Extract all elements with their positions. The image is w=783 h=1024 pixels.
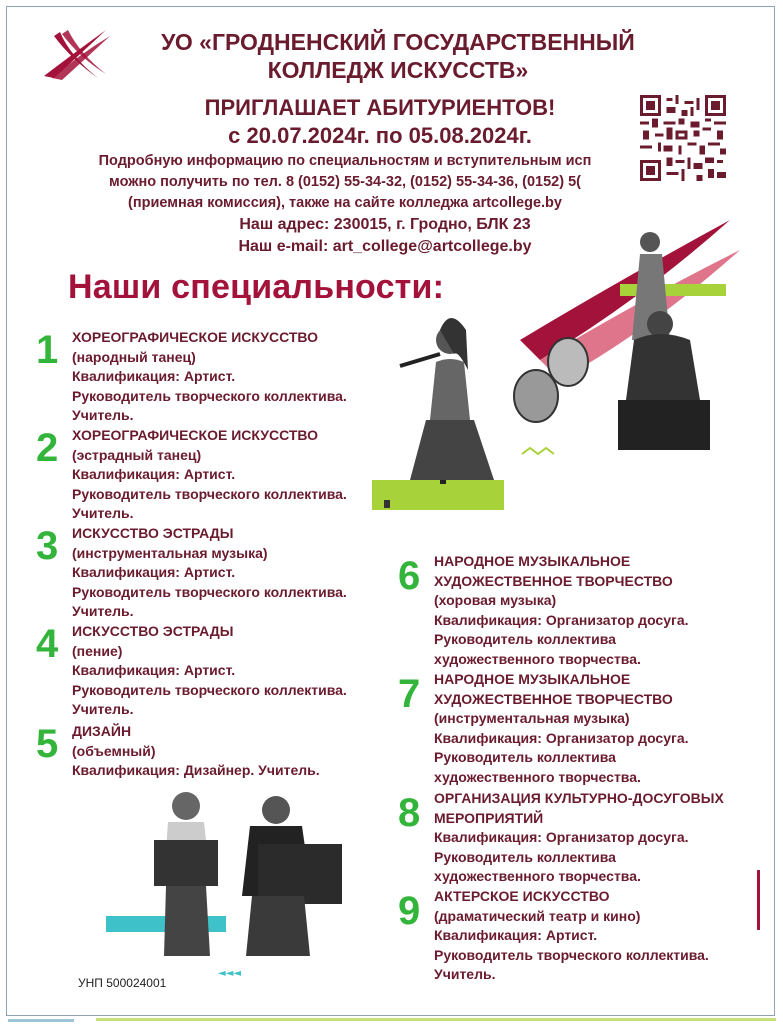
specialty-line: (инструментальная музыка) <box>434 710 630 726</box>
specialty-line: Квалификация: Организатор досуга. <box>434 829 689 845</box>
specialty-line: ХУДОЖЕСТВЕННОЕ ТВОРЧЕСТВО <box>434 572 673 589</box>
specialty-line: Квалификация: Дизайнер. Учитель. <box>72 762 320 778</box>
specialty-line: (объемный) <box>72 742 156 759</box>
specialty-number: 8 <box>398 791 421 835</box>
specialty-line: ХУДОЖЕСТВЕННОЕ ТВОРЧЕСТВО <box>434 690 673 707</box>
qr-code[interactable] <box>640 95 726 181</box>
specialty-line: художественного творчества. <box>434 650 641 667</box>
contact-info-line2: можно получить по тел. 8 (0152) 55-34-32, (0152) 55-34-36, (0152) 5( <box>109 174 581 190</box>
specialty-line: ХОРЕОГРАФИЧЕСКОЕ ИСКУССТВО <box>72 427 319 443</box>
specialty-line: Квалификация: Организатор досуга. <box>434 729 689 746</box>
singer-illustration <box>370 310 510 510</box>
postal-address: Наш адрес: 230015, г. Гродно, БЛК 23 <box>239 216 531 233</box>
specialty-number: 3 <box>36 524 59 568</box>
specialty-line: Квалификация: Организатор досуга. <box>434 611 689 628</box>
specialty-line: Учитель. <box>72 505 134 521</box>
accent-line <box>757 870 760 930</box>
college-name <box>118 28 678 84</box>
bottom-decor-left <box>8 1019 74 1022</box>
specialty-number: 2 <box>36 426 59 470</box>
specialty-line: ХОРЕОГРАФИЧЕСКОЕ ИСКУССТВО <box>72 329 319 345</box>
contact-info-line1: Подробную информацию по специальностям и вступительным исп <box>98 153 592 169</box>
specialty-number: 5 <box>36 722 59 766</box>
specialty-line: Квалификация: Артист. <box>72 368 236 384</box>
specialty-line: Руководитель коллектива <box>434 848 616 865</box>
specialty-number: 6 <box>398 554 421 598</box>
specialty-line: ИСКУССТВО ЭСТРАДЫ <box>72 525 234 541</box>
invitation <box>120 94 640 150</box>
specialty-line: художественного творчества. <box>434 868 641 884</box>
specialty-number: 1 <box>36 328 59 372</box>
specialty-line: ДИЗАЙН <box>72 723 132 739</box>
admission-dates: с 20.07.2024г. по 05.08.2024г. <box>228 123 532 148</box>
contact-info <box>60 151 630 214</box>
specialty-line: (пение) <box>72 642 123 659</box>
specialty-line: Руководитель коллектива <box>434 631 616 647</box>
specialty-line: ИСКУССТВО ЭСТРАДЫ <box>72 623 234 639</box>
specialty-line: НАРОДНОЕ МУЗЫКАЛЬНОЕ <box>434 671 631 687</box>
specialty-line: (эстрадный танец) <box>72 446 202 463</box>
specialty-line: НАРОДНОЕ МУЗЫКАЛЬНОЕ <box>434 553 631 569</box>
specialty-line: (инструментальная музыка) <box>72 544 268 561</box>
specialty-line: (народный танец) <box>72 348 196 365</box>
specialty-line: Квалификация: Артист. <box>72 466 236 482</box>
specialty-line: художественного творчества. <box>434 768 641 785</box>
specialty-line: Руководитель творческого коллектива. <box>72 583 347 600</box>
specialty-line: Квалификация: Артист. <box>434 927 598 943</box>
contact-info-line3: (приемная комиссия), также на сайте колледжа artcollege.by <box>128 195 562 211</box>
specialty-line: Учитель. <box>72 603 134 619</box>
specialty-line: Руководитель творческого коллектива. <box>72 485 347 502</box>
specialty-line: Руководитель творческого коллектива. <box>434 946 709 963</box>
specialty-line: АКТЕРСКОЕ ИСКУССТВО <box>434 888 610 904</box>
specialty-line: Учитель. <box>72 701 134 717</box>
specialty-line: Учитель. <box>72 407 134 423</box>
specialties-heading: Наши специальности: <box>68 268 445 306</box>
svg-text:◄◄◄: ◄◄◄ <box>218 968 242 979</box>
specialty-line: (драматический театр и кино) <box>434 907 641 924</box>
specialty-number: 7 <box>398 672 421 716</box>
college-logo <box>40 26 112 82</box>
college-name-line2: КОЛЛЕДЖ ИСКУССТВ» <box>267 57 529 83</box>
bottom-decor-right <box>96 1018 776 1021</box>
unp-number: УНП 500024001 <box>78 976 167 990</box>
specialty-line: ОРГАНИЗАЦИЯ КУЛЬТУРНО-ДОСУГОВЫХ <box>434 790 724 806</box>
specialty-number: 4 <box>36 622 59 666</box>
specialty-line: Учитель. <box>434 966 496 982</box>
email-address[interactable]: Наш e-mail: art_college@artcollege.by <box>238 238 532 255</box>
specialty-line: Руководитель коллектива <box>434 749 616 765</box>
theater-illustration <box>500 220 740 460</box>
specialty-line: (хоровая музыка) <box>434 592 557 608</box>
accordion-players-illustration <box>106 786 366 986</box>
invitation-heading: ПРИГЛАШАЕТ АБИТУРИЕНТОВ! <box>204 95 556 120</box>
specialty-line: Руководитель творческого коллектива. <box>72 681 347 698</box>
specialty-line: Квалификация: Артист. <box>72 564 236 580</box>
college-name-line1: УО «ГРОДНЕНСКИЙ ГОСУДАРСТВЕННЫЙ <box>161 29 635 55</box>
specialty-line: Квалификация: Артист. <box>72 662 236 678</box>
specialty-line: Руководитель творческого коллектива. <box>72 387 347 404</box>
specialty-number: 9 <box>398 889 421 933</box>
specialty-line: МЕРОПРИЯТИЙ <box>434 809 544 826</box>
